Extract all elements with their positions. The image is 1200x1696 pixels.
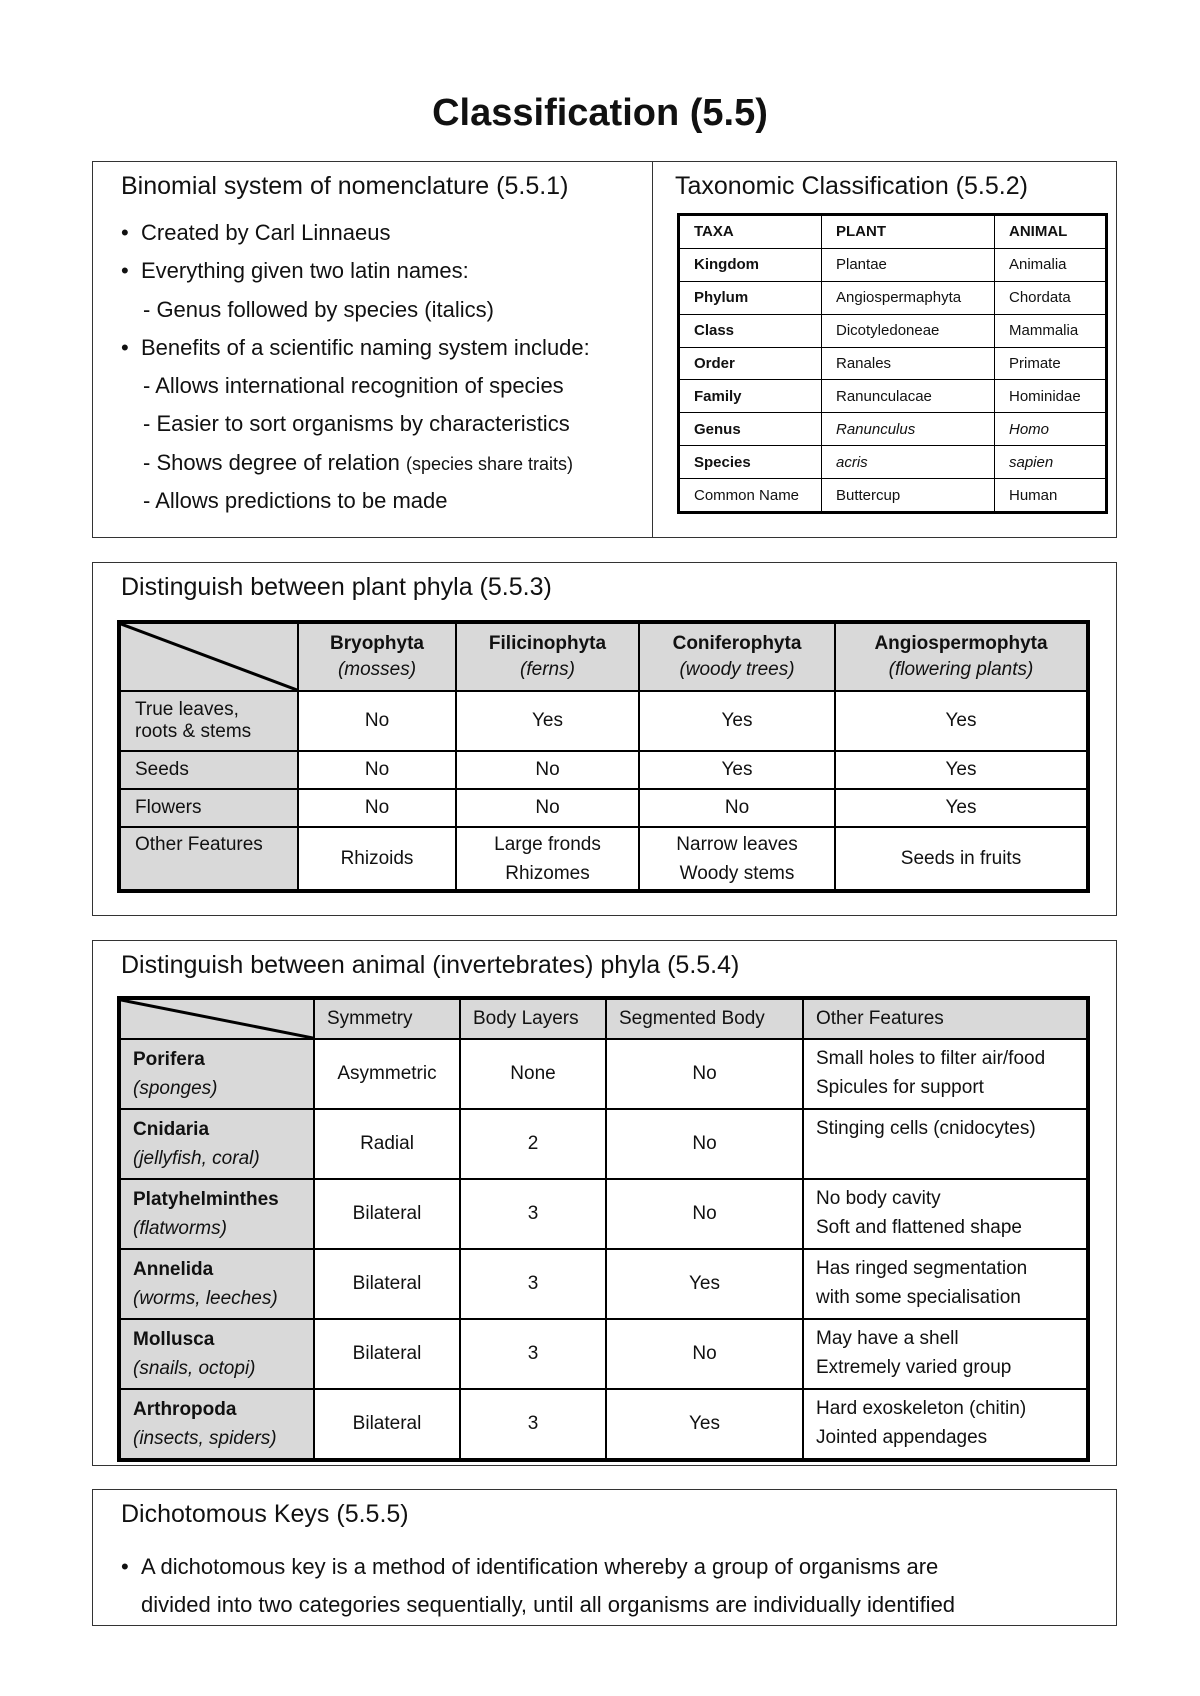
table-cell: Narrow leaves Woody stems <box>639 827 835 891</box>
table-cell: Bilateral <box>314 1319 460 1389</box>
taxonomic-heading: Taxonomic Classification (5.5.2) <box>675 172 1028 200</box>
table-cell: acris <box>822 446 995 479</box>
row-header: Other Features <box>119 827 298 891</box>
table-cell: No <box>606 1319 803 1389</box>
table-cell: No <box>606 1179 803 1249</box>
table-row <box>679 347 1107 380</box>
table-header: Angiospermophyta (flowering plants) <box>835 622 1088 691</box>
table-cell: Radial <box>314 1109 460 1179</box>
table-cell: Yes <box>835 691 1088 751</box>
row-header: Flowers <box>119 789 298 827</box>
table-cell: Common Name <box>679 479 822 513</box>
table-cell: Animalia <box>995 248 1107 281</box>
table-cell: Yes <box>606 1389 803 1460</box>
table-cell: Genus <box>679 413 822 446</box>
table-cell: Bilateral <box>314 1249 460 1319</box>
list-item: - Allows international recognition of species <box>143 373 564 399</box>
row-header: Seeds <box>119 751 298 789</box>
row-header: Porifera (sponges) <box>119 1039 314 1109</box>
row-header: Cnidaria (jellyfish, coral) <box>119 1109 314 1179</box>
table-row <box>119 789 1088 827</box>
table-cell: Angiospermaphyta <box>822 281 995 314</box>
table-cell: Hard exoskeleton (chitin) Jointed appendages <box>803 1389 1088 1460</box>
table-cell: No <box>298 751 456 789</box>
table-cell: Has ringed segmentation with some specialisation <box>803 1249 1088 1319</box>
plant-phyla-heading: Distinguish between plant phyla (5.5.3) <box>121 573 552 601</box>
table-cell: 3 <box>460 1319 606 1389</box>
table-cell: Yes <box>835 751 1088 789</box>
list-item: • Benefits of a scientific naming system include: <box>121 329 590 367</box>
animal-phyla-table <box>117 996 1090 1462</box>
table-cell: Phylum <box>679 281 822 314</box>
table-cell: Asymmetric <box>314 1039 460 1109</box>
table-header: Symmetry <box>314 998 460 1039</box>
table-header: TAXA <box>679 215 822 249</box>
table-corner <box>119 622 298 691</box>
table-header: Other Features <box>803 998 1088 1039</box>
table-header: Coniferophyta (woody trees) <box>639 622 835 691</box>
table-row <box>119 1039 1088 1109</box>
table-row <box>679 248 1107 281</box>
table-cell: Yes <box>606 1249 803 1319</box>
table-cell: 3 <box>460 1249 606 1319</box>
table-cell: Homo <box>995 413 1107 446</box>
diagonal-line <box>121 624 297 690</box>
table-header: Filicinophyta (ferns) <box>456 622 639 691</box>
binomial-list <box>121 214 590 520</box>
table-row <box>679 413 1107 446</box>
animal-phyla-heading: Distinguish between animal (invertebrates) phyla (5.5.4) <box>121 951 740 979</box>
list-item: • Created by Carl Linnaeus <box>121 214 590 252</box>
list-item: - Shows degree of relation (species share traits) <box>143 449 574 475</box>
table-row <box>119 1319 1088 1389</box>
table-header: PLANT <box>822 215 995 249</box>
table-row <box>679 380 1107 413</box>
table-cell: Chordata <box>995 281 1107 314</box>
table-cell: Ranunculacae <box>822 380 995 413</box>
table-row <box>119 1109 1088 1179</box>
table-cell: No body cavity Soft and flattened shape <box>803 1179 1088 1249</box>
table-row <box>679 446 1107 479</box>
table-cell: 3 <box>460 1179 606 1249</box>
table-cell: Class <box>679 314 822 347</box>
list-item: - Genus followed by species (italics) <box>143 296 494 322</box>
list-item: • Everything given two latin names: <box>121 252 590 290</box>
table-cell: 2 <box>460 1109 606 1179</box>
table-cell: No <box>456 751 639 789</box>
table-header-row <box>119 622 1088 691</box>
row-header: True leaves, roots & stems <box>119 691 298 751</box>
row-header: Annelida (worms, leeches) <box>119 1249 314 1319</box>
table-cell: Primate <box>995 347 1107 380</box>
table-cell: Rhizoids <box>298 827 456 891</box>
table-cell: Human <box>995 479 1107 513</box>
table-cell: Seeds in fruits <box>835 827 1088 891</box>
table-corner <box>119 998 314 1039</box>
table-cell: Yes <box>456 691 639 751</box>
table-row <box>679 479 1107 513</box>
table-cell: sapien <box>995 446 1107 479</box>
table-cell: Yes <box>639 691 835 751</box>
taxonomy-table <box>677 213 1108 514</box>
table-cell: No <box>606 1109 803 1179</box>
dichotomous-text: • A dichotomous key is a method of identification whereby a group of organisms are divided into two categories sequentially, until all organisms are individually identified <box>121 1554 956 1617</box>
table-row <box>119 751 1088 789</box>
table-row <box>119 1179 1088 1249</box>
table-cell: Ranales <box>822 347 995 380</box>
table-cell: No <box>606 1039 803 1109</box>
table-row <box>119 691 1088 751</box>
table-cell: Large fronds Rhizomes <box>456 827 639 891</box>
table-cell: Family <box>679 380 822 413</box>
table-cell: Yes <box>835 789 1088 827</box>
table-cell: Mammalia <box>995 314 1107 347</box>
table-header: Body Layers <box>460 998 606 1039</box>
table-cell: Order <box>679 347 822 380</box>
table-cell: Kingdom <box>679 248 822 281</box>
diagonal-line <box>121 1000 313 1038</box>
table-cell: No <box>298 691 456 751</box>
table-cell: Plantae <box>822 248 995 281</box>
table-cell: Buttercup <box>822 479 995 513</box>
table-cell: Bilateral <box>314 1389 460 1460</box>
table-header: Segmented Body <box>606 998 803 1039</box>
table-cell: Hominidae <box>995 380 1107 413</box>
table-cell: No <box>298 789 456 827</box>
table-header-row <box>679 215 1107 249</box>
dichotomous-heading: Dichotomous Keys (5.5.5) <box>121 1500 409 1528</box>
table-row <box>679 281 1107 314</box>
table-row <box>679 314 1107 347</box>
table-cell: Yes <box>639 751 835 789</box>
row-header: Arthropoda (insects, spiders) <box>119 1389 314 1460</box>
table-row <box>119 1249 1088 1319</box>
table-cell: Stinging cells (cnidocytes) <box>803 1109 1088 1179</box>
table-cell: None <box>460 1039 606 1109</box>
table-cell: Species <box>679 446 822 479</box>
binomial-heading: Binomial system of nomenclature (5.5.1) <box>121 172 569 200</box>
table-header: ANIMAL <box>995 215 1107 249</box>
row-header: Mollusca (snails, octopi) <box>119 1319 314 1389</box>
binomial-section <box>92 161 653 538</box>
page-title: Classification (5.5) <box>432 92 768 134</box>
table-cell: Dicotyledoneae <box>822 314 995 347</box>
dichotomous-section <box>92 1489 1117 1626</box>
table-cell: Bilateral <box>314 1179 460 1249</box>
table-row <box>119 1389 1088 1460</box>
row-header: Platyhelminthes (flatworms) <box>119 1179 314 1249</box>
table-cell: 3 <box>460 1389 606 1460</box>
table-cell: No <box>456 789 639 827</box>
table-cell: Small holes to filter air/food Spicules for support <box>803 1039 1088 1109</box>
table-cell: No <box>639 789 835 827</box>
list-item: - Allows predictions to be made <box>143 488 448 514</box>
table-header: Bryophyta (mosses) <box>298 622 456 691</box>
table-cell: Ranunculus <box>822 413 995 446</box>
plant-phyla-table <box>117 620 1090 893</box>
table-cell: May have a shell Extremely varied group <box>803 1319 1088 1389</box>
table-header-row <box>119 998 1088 1039</box>
list-item: - Easier to sort organisms by characteristics <box>143 411 570 437</box>
table-row <box>119 827 1088 891</box>
